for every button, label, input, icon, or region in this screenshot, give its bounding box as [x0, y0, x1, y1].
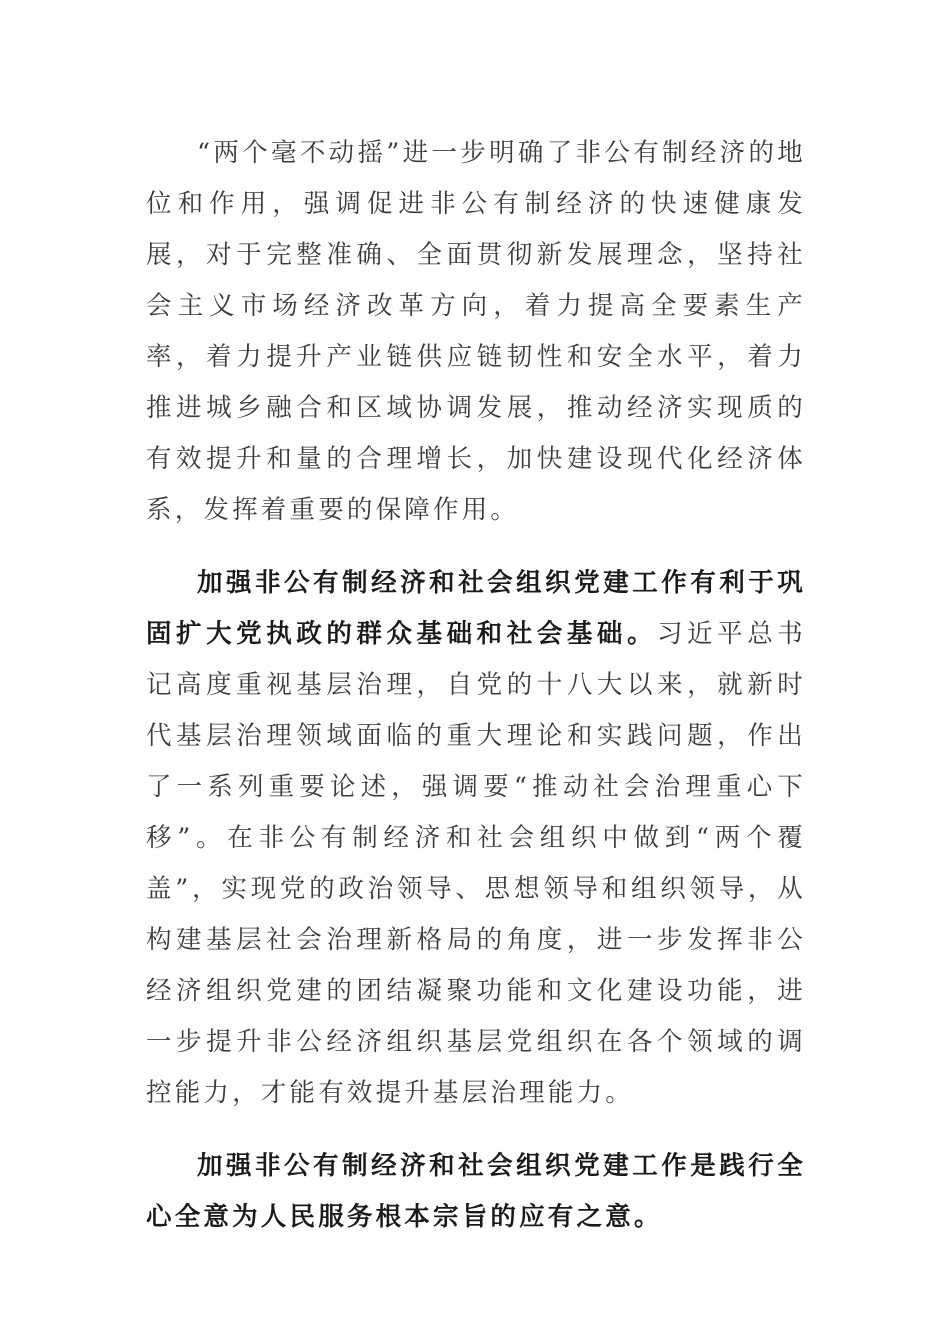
document-body — [146, 128, 806, 1243]
paragraph-3-bold-lead: 加强非公有制经济和社会组织党建工作是践行全心全意为人民服务根本宗旨的应有之意。 — [146, 1151, 806, 1232]
paragraph-2 — [146, 558, 806, 1119]
paragraph-1 — [146, 128, 806, 536]
paragraph-2-text: 习近平总书记高度重视基层治理，自党的十八大以来，就新时代基层治理领域面临的重大理论和实践问题，作出了一系列重要论述，强调要“推动社会治理重心下移”。在非公有制经济和社会组织中做到“两个覆盖”，实现党的政治领导、思想领导和组织领导，从构建基层社会治理新格局的角度，进一步发挥非公经济组织党建的团结凝聚功能和文化建设功能，进一步提升非公经济组织基层党组织在各个领域的调控能力，才能有效提升基层治理能力。 — [146, 619, 806, 1108]
paragraph-2-bold-lead: 加强非公有制经济和社会组织党建工作有利于巩固扩大党执政的群众基础和社会基础。 — [146, 568, 806, 649]
paragraph-3 — [146, 1141, 806, 1243]
paragraph-1-text: “两个毫不动摇”进一步明确了非公有制经济的地位和作用，强调促进非公有制经济的快速健康发展，对于完整准确、全面贯彻新发展理念，坚持社会主义市场经济改革方向，着力提高全要素生产率，着力提升产业链供应链韧性和安全水平，着力推进城乡融合和区域协调发展，推动经济实现质的有效提升和量的合理增长，加快建设现代化经济体系，发挥着重要的保障作用。 — [146, 138, 806, 525]
